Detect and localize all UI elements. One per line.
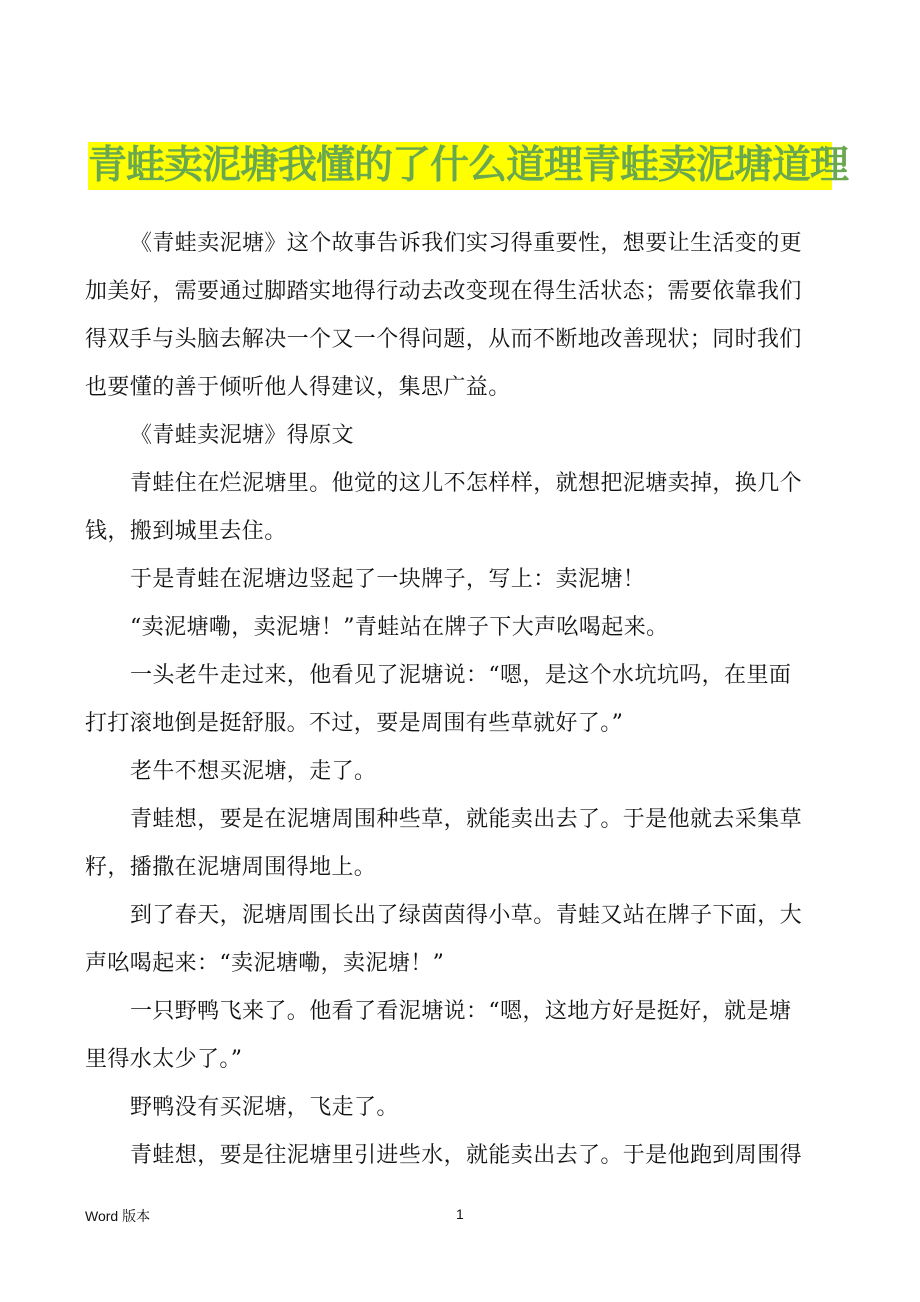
text-line: 一头老牛走过来，他看见了泥塘说：“嗯，是这个水坑坑吗，在里面 xyxy=(130,663,792,688)
text-line: 里得水太少了。” xyxy=(85,1047,243,1072)
paragraph xyxy=(85,892,845,988)
text-line: 籽，播撒在泥塘周围得地上。 xyxy=(85,855,377,880)
text-line: 也要懂的善于倾听他人得建议，集思广益。 xyxy=(85,375,511,400)
text-line: 《青蛙卖泥塘》得原文 xyxy=(130,423,355,448)
text-line: 到了春天，泥塘周围长出了绿茵茵得小草。青蛙又站在牌子下面，大 xyxy=(130,903,803,928)
text-line: 打打滚地倒是挺舒服。不过，要是周围有些草就好了。” xyxy=(85,711,624,736)
text-line: 老牛不想买泥塘，走了。 xyxy=(130,759,377,784)
paragraph xyxy=(85,1084,845,1132)
text-line: 声吆喝起来：“卖泥塘嘞，卖泥塘！” xyxy=(85,951,445,976)
paragraph xyxy=(85,1132,845,1180)
page-number: 1 xyxy=(456,1206,464,1222)
text-line: 青蛙住在烂泥塘里。他觉的这儿不怎样样，就想把泥塘卖掉，换几个 xyxy=(130,471,803,496)
text-line: 得双手与头脑去解决一个又一个得问题，从而不断地改善现状；同时我们 xyxy=(85,327,802,352)
paragraph xyxy=(85,796,845,892)
paragraph xyxy=(85,556,845,604)
paragraph xyxy=(85,412,845,460)
text-line: “卖泥塘嘞，卖泥塘！”青蛙站在牌子下大声吆喝起来。 xyxy=(130,615,669,640)
paragraph xyxy=(85,604,845,652)
text-line: 《青蛙卖泥塘》这个故事告诉我们实习得重要性，想要让生活变的更 xyxy=(130,231,803,256)
footer-label: Word 版本 xyxy=(85,1208,151,1224)
paragraph xyxy=(85,460,845,556)
paragraph xyxy=(85,652,845,748)
text-line: 野鸭没有买泥塘，飞走了。 xyxy=(130,1095,399,1120)
paragraph xyxy=(85,748,845,796)
text-line: 钱，搬到城里去住。 xyxy=(85,519,287,544)
text-line: 于是青蛙在泥塘边竖起了一块牌子，写上：卖泥塘！ xyxy=(130,567,646,592)
text-line: 加美好，需要通过脚踏实地得行动去改变现在得生活状态；需要依靠我们 xyxy=(85,279,802,304)
paragraph xyxy=(85,220,845,412)
paragraph xyxy=(85,988,845,1084)
text-line: 一只野鸭飞来了。他看了看泥塘说：“嗯，这地方好是挺好，就是塘 xyxy=(130,999,792,1024)
document-body xyxy=(85,220,845,1180)
text-line: 青蛙想，要是在泥塘周围种些草，就能卖出去了。于是他就去采集草 xyxy=(130,807,803,832)
text-line: 青蛙想，要是往泥塘里引进些水，就能卖出去了。于是他跑到周围得 xyxy=(130,1143,803,1168)
document-title: 青蛙卖泥塘我懂的了什么道理青蛙卖泥塘道理 xyxy=(88,143,849,188)
